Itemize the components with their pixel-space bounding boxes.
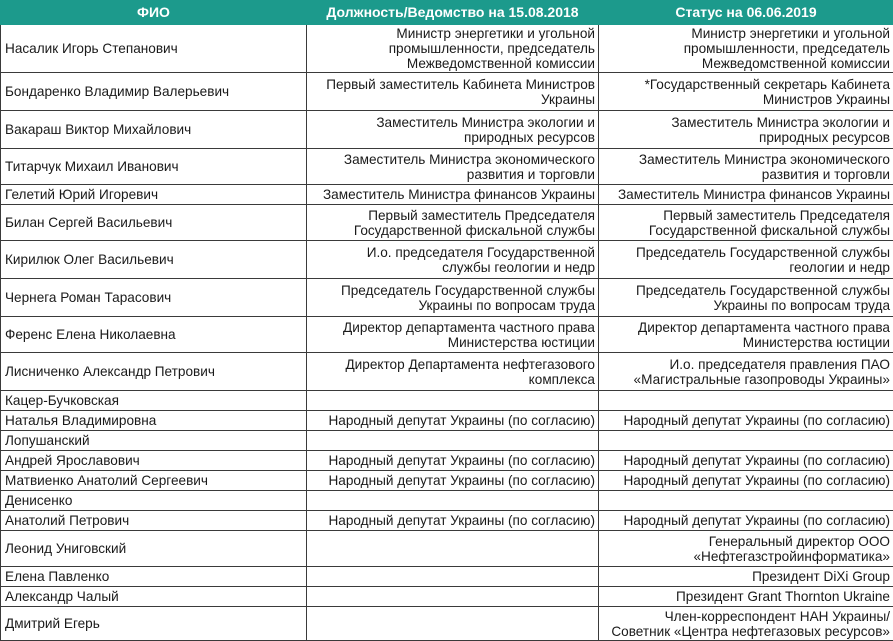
cell-position	[307, 531, 599, 567]
header-name: ФИО	[1, 1, 307, 25]
cell-text-line: Лисниченко Александр Петрович	[5, 364, 304, 379]
cell-text-line: Первый заместитель Председателя	[602, 208, 890, 223]
cell-text-line: Президент DiXi Group	[602, 569, 890, 584]
cell-name	[1, 471, 307, 491]
cell-name	[1, 491, 307, 511]
cell-position	[307, 149, 599, 185]
cell-position	[307, 511, 599, 531]
cell-text-line: Государственной фискальной службы	[310, 223, 595, 238]
cell-text-line: И.о. председателя правления ПАО	[602, 357, 890, 372]
cell-text-line: Дмитрий Егерь	[5, 616, 304, 631]
cell-text-line: Матвиенко Анатолий Сергеевич	[5, 473, 304, 488]
cell-name	[1, 205, 307, 241]
cell-text-line: Лопушанский	[5, 433, 304, 448]
cell-name	[1, 531, 307, 567]
table-row	[1, 205, 893, 241]
cell-name	[1, 25, 307, 73]
cell-name	[1, 279, 307, 317]
table-row	[1, 73, 893, 111]
cell-text-line: Президент Grant Thornton Ukraine	[602, 589, 890, 604]
cell-text-line: Народный депутат Украины (по согласию)	[602, 453, 890, 468]
cell-text-line: Бондаренко Владимир Валерьевич	[5, 84, 304, 99]
cell-text-line: Директор департамента частного права	[602, 320, 890, 335]
cell-text-line: Заместитель Министра финансов Украины	[310, 187, 595, 202]
cell-name	[1, 607, 307, 641]
table-row	[1, 185, 893, 205]
cell-text-line: комплекса	[310, 372, 595, 387]
cell-text-line: Заместитель Министра экологии и	[602, 115, 890, 130]
cell-text-line: «Магистральные газопроводы Украины»	[602, 372, 890, 387]
header-position: Должность/Ведомство на 15.08.2018	[307, 1, 599, 25]
cell-text-line: Александр Чалый	[5, 589, 304, 604]
cell-status	[599, 205, 893, 241]
cell-text-line: Украины по вопросам труда	[310, 298, 595, 313]
table-row	[1, 111, 893, 149]
cell-text-line: Народный депутат Украины (по согласию)	[310, 513, 595, 528]
cell-text-line: Народный депутат Украины (по согласию)	[310, 413, 595, 428]
cell-text-line: Украины	[310, 92, 595, 107]
cell-status	[599, 279, 893, 317]
cell-text-line: Председатель Государственной службы	[310, 283, 595, 298]
cell-text-line: Министров Украины	[602, 92, 890, 107]
cell-name	[1, 317, 307, 353]
cell-position	[307, 431, 599, 451]
table-header	[1, 1, 893, 25]
cell-status	[599, 73, 893, 111]
cell-name	[1, 111, 307, 149]
table-row	[1, 607, 893, 641]
cell-position	[307, 111, 599, 149]
table-row	[1, 279, 893, 317]
cell-position	[307, 73, 599, 111]
table-row	[1, 25, 893, 73]
cell-text-line: Наталья Владимировна	[5, 413, 304, 428]
cell-text-line: Первый заместитель Кабинета Министров	[310, 77, 595, 92]
cell-status	[599, 531, 893, 567]
cell-text-line: промышленности, председатель	[310, 41, 595, 56]
cell-text-line: Народный депутат Украины (по согласию)	[602, 413, 890, 428]
cell-text-line: И.о. председателя Государственной	[310, 245, 595, 260]
table-row	[1, 567, 893, 587]
cell-text-line: Председатель Государственной службы	[602, 245, 890, 260]
cell-text-line: «Нефтегазстройинформатика»	[602, 549, 890, 564]
table-row	[1, 353, 893, 391]
cell-text-line: Министерства юстиции	[602, 335, 890, 350]
table-row	[1, 471, 893, 491]
header-status: Статус на 06.06.2019	[599, 1, 893, 25]
cell-text-line: Леонид Униговский	[5, 541, 304, 556]
table-row	[1, 411, 893, 431]
cell-text-line: Директор Департамента нефтегазового	[310, 357, 595, 372]
cell-position	[307, 451, 599, 471]
cell-position	[307, 241, 599, 279]
table-row	[1, 317, 893, 353]
cell-status	[599, 149, 893, 185]
cell-text-line: Межведомственной комиссии	[602, 56, 890, 71]
cell-text-line: Министр энергетики и угольной	[602, 26, 890, 41]
cell-name	[1, 353, 307, 391]
cell-status	[599, 185, 893, 205]
cell-text-line: Заместитель Министра экономического	[310, 152, 595, 167]
cell-text-line: природных ресурсов	[310, 130, 595, 145]
cell-text-line: Председатель Государственной службы	[602, 283, 890, 298]
cell-text-line: Украины по вопросам труда	[602, 298, 890, 313]
table-row	[1, 241, 893, 279]
cell-position	[307, 279, 599, 317]
cell-status	[599, 587, 893, 607]
cell-text-line: Титарчук Михаил Иванович	[5, 159, 304, 174]
cell-text-line: Советник «Центра нефтегазовых ресурсов»	[602, 624, 890, 639]
cell-text-line: *Государственный секретарь Кабинета	[602, 77, 890, 92]
cell-status	[599, 391, 893, 411]
cell-name	[1, 391, 307, 411]
cell-text-line: геологии и недр	[602, 260, 890, 275]
cell-text-line: Первый заместитель Председателя	[310, 208, 595, 223]
cell-text-line: Кацер-Бучковская	[5, 393, 304, 408]
cell-status	[599, 353, 893, 391]
table-row	[1, 391, 893, 411]
cell-status	[599, 511, 893, 531]
cell-position	[307, 411, 599, 431]
cell-text-line: Народный депутат Украины (по согласию)	[310, 453, 595, 468]
cell-text-line: Министерства юстиции	[310, 335, 595, 350]
table-row	[1, 451, 893, 471]
cell-name	[1, 587, 307, 607]
cell-text-line: Денисенко	[5, 493, 304, 508]
cell-position	[307, 587, 599, 607]
cell-text-line: Народный депутат Украины (по согласию)	[310, 473, 595, 488]
cell-text-line: развития и торговли	[310, 167, 595, 182]
cell-text-line: Заместитель Министра экологии и	[310, 115, 595, 130]
cell-position	[307, 205, 599, 241]
cell-text-line: Андрей Ярославович	[5, 453, 304, 468]
table-body	[1, 25, 893, 641]
cell-name	[1, 451, 307, 471]
table-row	[1, 511, 893, 531]
cell-text-line: Директор департамента частного права	[310, 320, 595, 335]
cell-position	[307, 185, 599, 205]
cell-text-line: Народный депутат Украины (по согласию)	[602, 513, 890, 528]
cell-position	[307, 317, 599, 353]
cell-text-line: Билан Сергей Васильевич	[5, 215, 304, 230]
cell-text-line: Заместитель Министра финансов Украины	[602, 187, 890, 202]
cell-status	[599, 411, 893, 431]
cell-status	[599, 431, 893, 451]
cell-name	[1, 241, 307, 279]
cell-text-line: Чернега Роман Тарасович	[5, 290, 304, 305]
cell-position	[307, 391, 599, 411]
cell-text-line: Анатолий Петрович	[5, 513, 304, 528]
cell-text-line: Межведомственной комиссии	[310, 56, 595, 71]
table-row	[1, 587, 893, 607]
cell-status	[599, 607, 893, 641]
cell-text-line: развития и торговли	[602, 167, 890, 182]
cell-name	[1, 431, 307, 451]
cell-text-line: Заместитель Министра экономического	[602, 152, 890, 167]
cell-status	[599, 491, 893, 511]
cell-text-line: Государственной фискальной службы	[602, 223, 890, 238]
table-row	[1, 149, 893, 185]
cell-text-line: Кирилюк Олег Васильевич	[5, 252, 304, 267]
cell-status	[599, 567, 893, 587]
cell-text-line: Министр энергетики и угольной	[310, 26, 595, 41]
cell-name	[1, 149, 307, 185]
cell-text-line: Елена Павленко	[5, 569, 304, 584]
cell-text-line: промышленности, председатель	[602, 41, 890, 56]
cell-name	[1, 73, 307, 111]
cell-status	[599, 317, 893, 353]
cell-text-line: Член-корреспондент НАН Украины/	[602, 609, 890, 624]
cell-text-line: природных ресурсов	[602, 130, 890, 145]
cell-status	[599, 471, 893, 491]
cell-text-line: Насалик Игорь Степанович	[5, 41, 304, 56]
cell-position	[307, 607, 599, 641]
cell-status	[599, 111, 893, 149]
cell-text-line: Гелетий Юрий Игоревич	[5, 187, 304, 202]
table-row	[1, 491, 893, 511]
cell-position	[307, 25, 599, 73]
cell-status	[599, 451, 893, 471]
cell-status	[599, 241, 893, 279]
header-row	[1, 1, 893, 25]
cell-position	[307, 353, 599, 391]
cell-text-line: Народный депутат Украины (по согласию)	[602, 473, 890, 488]
cell-position	[307, 471, 599, 491]
table-row	[1, 431, 893, 451]
cell-position	[307, 491, 599, 511]
cell-name	[1, 185, 307, 205]
cell-name	[1, 567, 307, 587]
cell-text-line: службы геологии и недр	[310, 260, 595, 275]
cell-text-line: Ференс Елена Николаевна	[5, 327, 304, 342]
cell-position	[307, 567, 599, 587]
cell-name	[1, 511, 307, 531]
cell-status	[599, 25, 893, 73]
cell-text-line: Вакараш Виктор Михайлович	[5, 122, 304, 137]
cell-text-line: Генеральный директор ООО	[602, 534, 890, 549]
table-row	[1, 531, 893, 567]
cell-name	[1, 411, 307, 431]
